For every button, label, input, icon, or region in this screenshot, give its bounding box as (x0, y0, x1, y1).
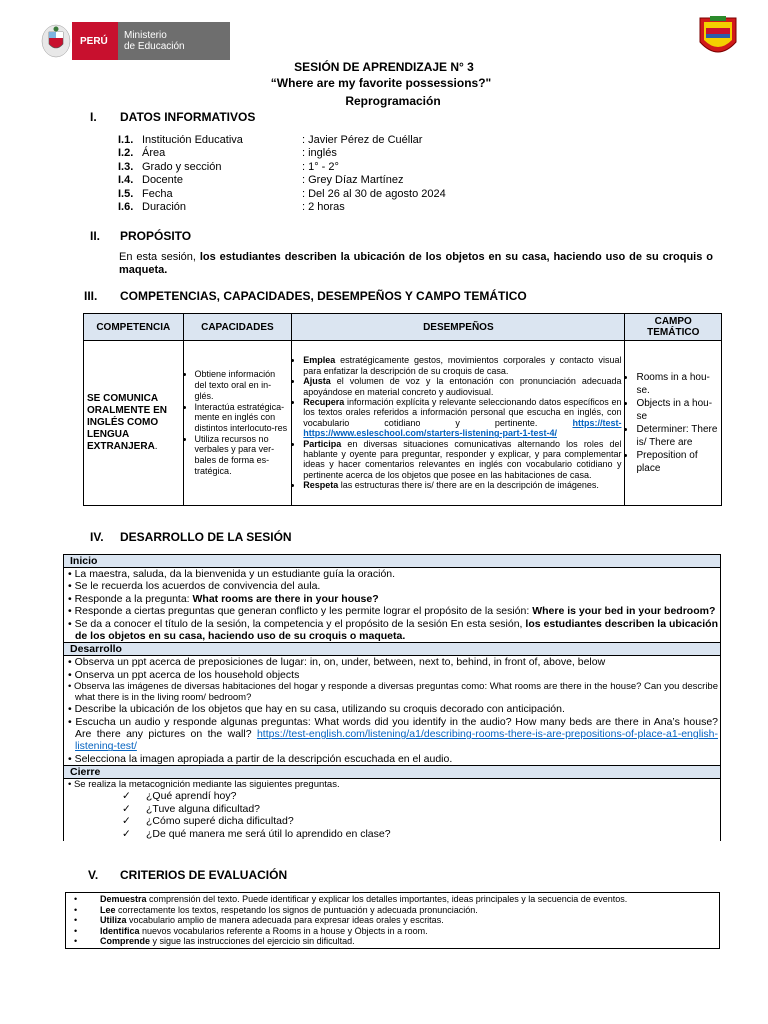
datos-row (118, 147, 446, 161)
section-datos-heading: I. DATOS INFORMATIVOS (90, 110, 256, 124)
check-icon: ✓ (122, 790, 131, 803)
bullet-icon: • (74, 925, 78, 936)
item-text: La maestra, saluda, da la bienvenida y un estudiante guía la oración. (74, 568, 396, 580)
datos-label: Duración (142, 201, 187, 214)
item-text: Se le recuerda los acuerdos de convivencia del aula. (74, 580, 321, 593)
header-competencia: COMPETENCIA (84, 314, 184, 341)
session-subtitle: “Where are my favorite possessions?" (270, 76, 492, 90)
criterio-item (70, 915, 715, 926)
desempeno-item (303, 439, 621, 481)
criterio-text: vocabulario amplio de manera adecuada para expresar ideas orales y escritas. (126, 915, 444, 926)
desempeno-verb: Participa (303, 438, 342, 449)
competencias-table (83, 313, 722, 506)
competencias-header-row (84, 314, 722, 341)
capacidad-item: • Interactúa estratégica-mente en inglés con distintos interlocuto-res (195, 402, 289, 434)
question-text: ¿De qué manera me será útil lo aprendido en clase? (146, 828, 391, 841)
criterio-verb: Demuestra (100, 894, 147, 904)
desempeno-item (303, 480, 621, 490)
campo-cell (625, 341, 722, 506)
section-competencias-heading: III. COMPETENCIAS, CAPACIDADES, DESEMPEÑOS Y CAMPO TEMÁTICO (84, 289, 527, 303)
desempeno-item (303, 376, 621, 397)
desempeno-verb: Recupera (303, 396, 345, 407)
datos-row (118, 174, 446, 188)
capacidades-cell (183, 341, 292, 506)
question-text: ¿Cómo superé dicha dificultad? (146, 815, 294, 828)
item-bold: What rooms are there in your house? (192, 592, 379, 605)
datos-key: I.1. (118, 133, 134, 146)
item-text: Describe la ubicación de los objetos que hay en su casa, utilizando su croquis decorado con anticipación. (74, 703, 565, 716)
capacidad-item: • Obtiene información del texto oral en in-glés. (195, 369, 289, 401)
inicio-item: • Responde a ciertas preguntas que generan conflicto y les permite lograr el propósito de la sesión: Where is your bed in your bedroom? (68, 605, 716, 618)
criterio-verb: Identifica (100, 925, 140, 936)
desarrollo-item: • Selecciona la imagen apropiada a partir de la descripción escuchada en el audio. (68, 752, 453, 765)
criterio-verb: Lee (100, 904, 116, 915)
campo-item: • Determiner: There is/ There are (636, 423, 718, 449)
datos-value: : inglés (302, 147, 337, 160)
item-text: Selecciona la imagen apropiada a partir de la descripción escuchada en el audio. (74, 752, 453, 765)
criterio-item (70, 894, 715, 905)
inicio-cell (64, 568, 721, 643)
desarrollo-item: • Describe la ubicación de los objetos que hay en su casa, utilizando su croquis decorado con anticipación. (68, 703, 565, 716)
cierre-band: Cierre (64, 766, 721, 779)
item-bold: los estudiantes describen la ubicación de los objetos en su casa, haciendo uso de su croquis o maqueta. (75, 617, 719, 643)
criterio-item (70, 936, 715, 947)
datos-row (118, 201, 446, 215)
datos-label: Área (142, 147, 166, 160)
proposito-text: En esta sesión, los estudiantes describen la ubicación de los objetos en su casa, haciendo uso de su croquis o maqueta. (119, 251, 713, 276)
item-text: Observa un ppt acerca de preposiciones de lugar: in, on, under, between, next to, behind, in front of, above, below (74, 656, 606, 669)
cierre-question (66, 828, 718, 841)
datos-key: I.2. (118, 147, 134, 160)
desarrollo-table (63, 554, 721, 841)
desempeno-text: el volumen de voz y la entonación con pronunciación adecuada apoyándose en material concreto y audiovisual. (303, 376, 622, 397)
datos-key: I.6. (118, 201, 134, 214)
capacidad-item: • Utiliza recursos no verbales y para ver-bales de forma es-tratégica. (195, 434, 289, 477)
cierre-cell (64, 779, 721, 841)
check-icon: ✓ (122, 815, 131, 828)
datos-value: : 2 horas (302, 201, 345, 214)
datos-value: : Grey Díaz Martínez (302, 174, 404, 187)
check-icon: ✓ (122, 802, 131, 815)
criterios-table (65, 892, 720, 949)
desarrollo-item: • Observa un ppt acerca de preposiciones de lugar: in, on, under, between, next to, behind, in front of, above, below (68, 656, 606, 669)
inicio-item: • Responde a la pregunta: What rooms are there in your house? (68, 592, 379, 605)
datos-label: Grado y sección (142, 160, 222, 173)
datos-value: : Del 26 al 30 de agosto 2024 (302, 187, 446, 200)
item-text: Observa las imágenes de diversas habitaciones del hogar y responde a diversas preguntas como: What rooms are there in the house? Can you describe what there is in the living room/ bedroom? (73, 681, 718, 704)
inicio-item: • La maestra, saluda, da la bienvenida y un estudiante guía la oración. (68, 568, 396, 580)
datos-label: Institución Educativa (142, 133, 243, 146)
question-text: ¿Qué aprendí hoy? (146, 790, 237, 803)
cierre-intro: • Se realiza la metacognición mediante las siguientes preguntas. (68, 779, 340, 791)
datos-key: I.3. (118, 160, 134, 173)
desempeno-text: en diversas situaciones comunicativas alternando los roles del hablante y oyente para preguntar, responder y explicar, y para complementar ideas y hacer comentarios relevantes en inglés con vocabulario cotidiano y pertinente acerca de los objetos que posee en las habitaciones de casa. (303, 438, 622, 480)
competencias-row (84, 341, 722, 506)
datos-value: : Javier Pérez de Cuéllar (302, 133, 423, 146)
datos-value: : 1° - 2° (302, 160, 339, 173)
desempeno-verb: Respeta (303, 480, 339, 491)
desarrollo-item: • Escucha un audio y responde algunas preguntas: What words did you identify in the audio? How many beds are there in Ana’s house? Are there any pictures on the wall? https://test-english.com/listening/a1/describing-rooms-there-is-are-prepositions-of-place-a1-english-listening-test/ (68, 715, 718, 753)
cierre-question (66, 790, 718, 803)
bullet-icon: • (74, 915, 78, 926)
peru-label: PERÚ (72, 22, 118, 60)
campo-item: • Preposition of place (636, 449, 718, 475)
item-text: Responde a la pregunta: (74, 592, 193, 605)
datos-key: I.4. (118, 174, 134, 187)
school-crest-icon (698, 14, 738, 60)
section-criterios-heading: V. CRITERIOS DE EVALUACIÓN (88, 868, 288, 882)
header-campo: CAMPO TEMÁTICO (625, 314, 722, 341)
item-text: Responde a ciertas preguntas que generan conflicto y les permite lograr el propósito de la sesión: (74, 605, 533, 618)
header-capacidades: CAPACIDADES (183, 314, 292, 341)
inicio-item: • Se da a conocer el título de la sesión, la competencia y el propósito de la sesión En esta sesión, los estudiantes describen la ubicación de los objetos en su casa, haciendo uso de su croquis o maqueta. (68, 617, 719, 643)
bullet-icon: • (74, 894, 78, 904)
desempeno-verb: Emplea (303, 355, 336, 366)
desarrollo-band: Desarrollo (64, 643, 721, 656)
bullet-icon: • (74, 936, 78, 947)
item-text: Onserva un ppt acerca de los household objects (74, 668, 300, 681)
session-title: SESIÓN DE APRENDIZAJE N° 3 (294, 60, 474, 74)
desarrollo-cell (64, 656, 721, 766)
item-text: Se da a conocer el título de la sesión, la competencia y el propósito de la sesión En esta sesión, (74, 617, 526, 630)
desempeno-verb: Ajusta (303, 376, 331, 387)
criterio-verb: Comprende (100, 936, 151, 947)
criterio-text: comprensión del texto. Puede identificar y explicar los detalles importantes, ideas principales y la secuencia de eventos. (146, 894, 628, 904)
datos-row (118, 133, 446, 147)
header-desempenos: DESEMPEÑOS (292, 314, 625, 341)
inicio-item: • Se le recuerda los acuerdos de convivencia del aula. (68, 580, 321, 593)
desempeno-text: información explícita y relevante seleccionando datos específicos en los textos orales referidos a información personal que escucha en inglés, con vocabulario cotidiano y pertinente. (303, 396, 622, 428)
peru-shield-icon (40, 22, 72, 60)
bullet-icon: • (74, 904, 78, 915)
campo-item: • Objects in a hou-se (636, 397, 718, 423)
desempeno-text: estratégicamente gestos, movimientos corporales y contacto visual para enfatizar la descripción de su croquis de casa. (303, 355, 622, 376)
criterio-text: y sigue las instrucciones del ejercicio sin dificultad. (150, 936, 355, 947)
datos-informativos (118, 133, 446, 214)
minedu-logo (40, 22, 230, 60)
criterio-item (70, 926, 715, 937)
datos-row (118, 187, 446, 201)
criterio-text: nuevos vocabularios referente a Rooms in a house y Objects in a room. (139, 925, 428, 936)
desarrollo-item: • Observa las imágenes de diversas habitaciones del hogar y responde a diversas preguntas como: What rooms are there in the house? Can you describe what there is in the living room/ bedroom? (68, 681, 718, 704)
desempeno-item (303, 355, 621, 376)
ministerio-label: Ministerio de Educación (118, 22, 230, 60)
section-desarrollo-heading: IV. DESARROLLO DE LA SESIÓN (90, 530, 292, 544)
datos-label: Docente (142, 174, 183, 187)
criterio-item (70, 905, 715, 916)
desempeno-item (303, 397, 621, 439)
campo-item: • Rooms in a hou-se. (636, 371, 718, 397)
criterio-verb: Utiliza (100, 915, 127, 926)
section-proposito-heading: II. PROPÓSITO (90, 229, 192, 243)
datos-row (118, 160, 446, 174)
question-text: ¿Tuve alguna dificultad? (146, 802, 261, 815)
item-link[interactable]: https://test-english.com/listening/a1/describing-rooms-there-is-are-prepositions-of-place-a1-english-listening-test/ (75, 728, 718, 753)
desempeno-link[interactable]: https://test-https://www.esleschool.com/starters-listening-part-1-test-4/ (303, 417, 622, 439)
criterios-cell (66, 893, 720, 949)
item-bold: Where is your bed in your bedroom? (532, 605, 716, 618)
inicio-band: Inicio (64, 555, 721, 568)
desarrollo-item: • Onserva un ppt acerca de los household objects (68, 668, 300, 681)
cierre-question (66, 815, 718, 828)
item-text: Escucha un audio y responde algunas preguntas: What words did you identify in the audio? How many beds are there in Ana’s house? Are there any pictures on the wall? (75, 715, 718, 741)
competencia-cell: SE COMUNICA ORALMENTE EN INGLÉS COMO LENGUA EXTRANJERA. (84, 341, 184, 506)
session-note: Reprogramación (345, 94, 441, 108)
desempenos-cell (292, 341, 625, 506)
datos-label: Fecha (142, 187, 173, 200)
desempeno-text: las estructuras there is/ there are en la descripción de imágenes. (338, 480, 599, 491)
datos-key: I.5. (118, 187, 134, 200)
criterio-text: correctamente los textos, respetando los signos de puntuación y adecuada pronunciación. (115, 904, 478, 915)
cierre-question (66, 803, 718, 816)
check-icon: ✓ (122, 828, 131, 841)
